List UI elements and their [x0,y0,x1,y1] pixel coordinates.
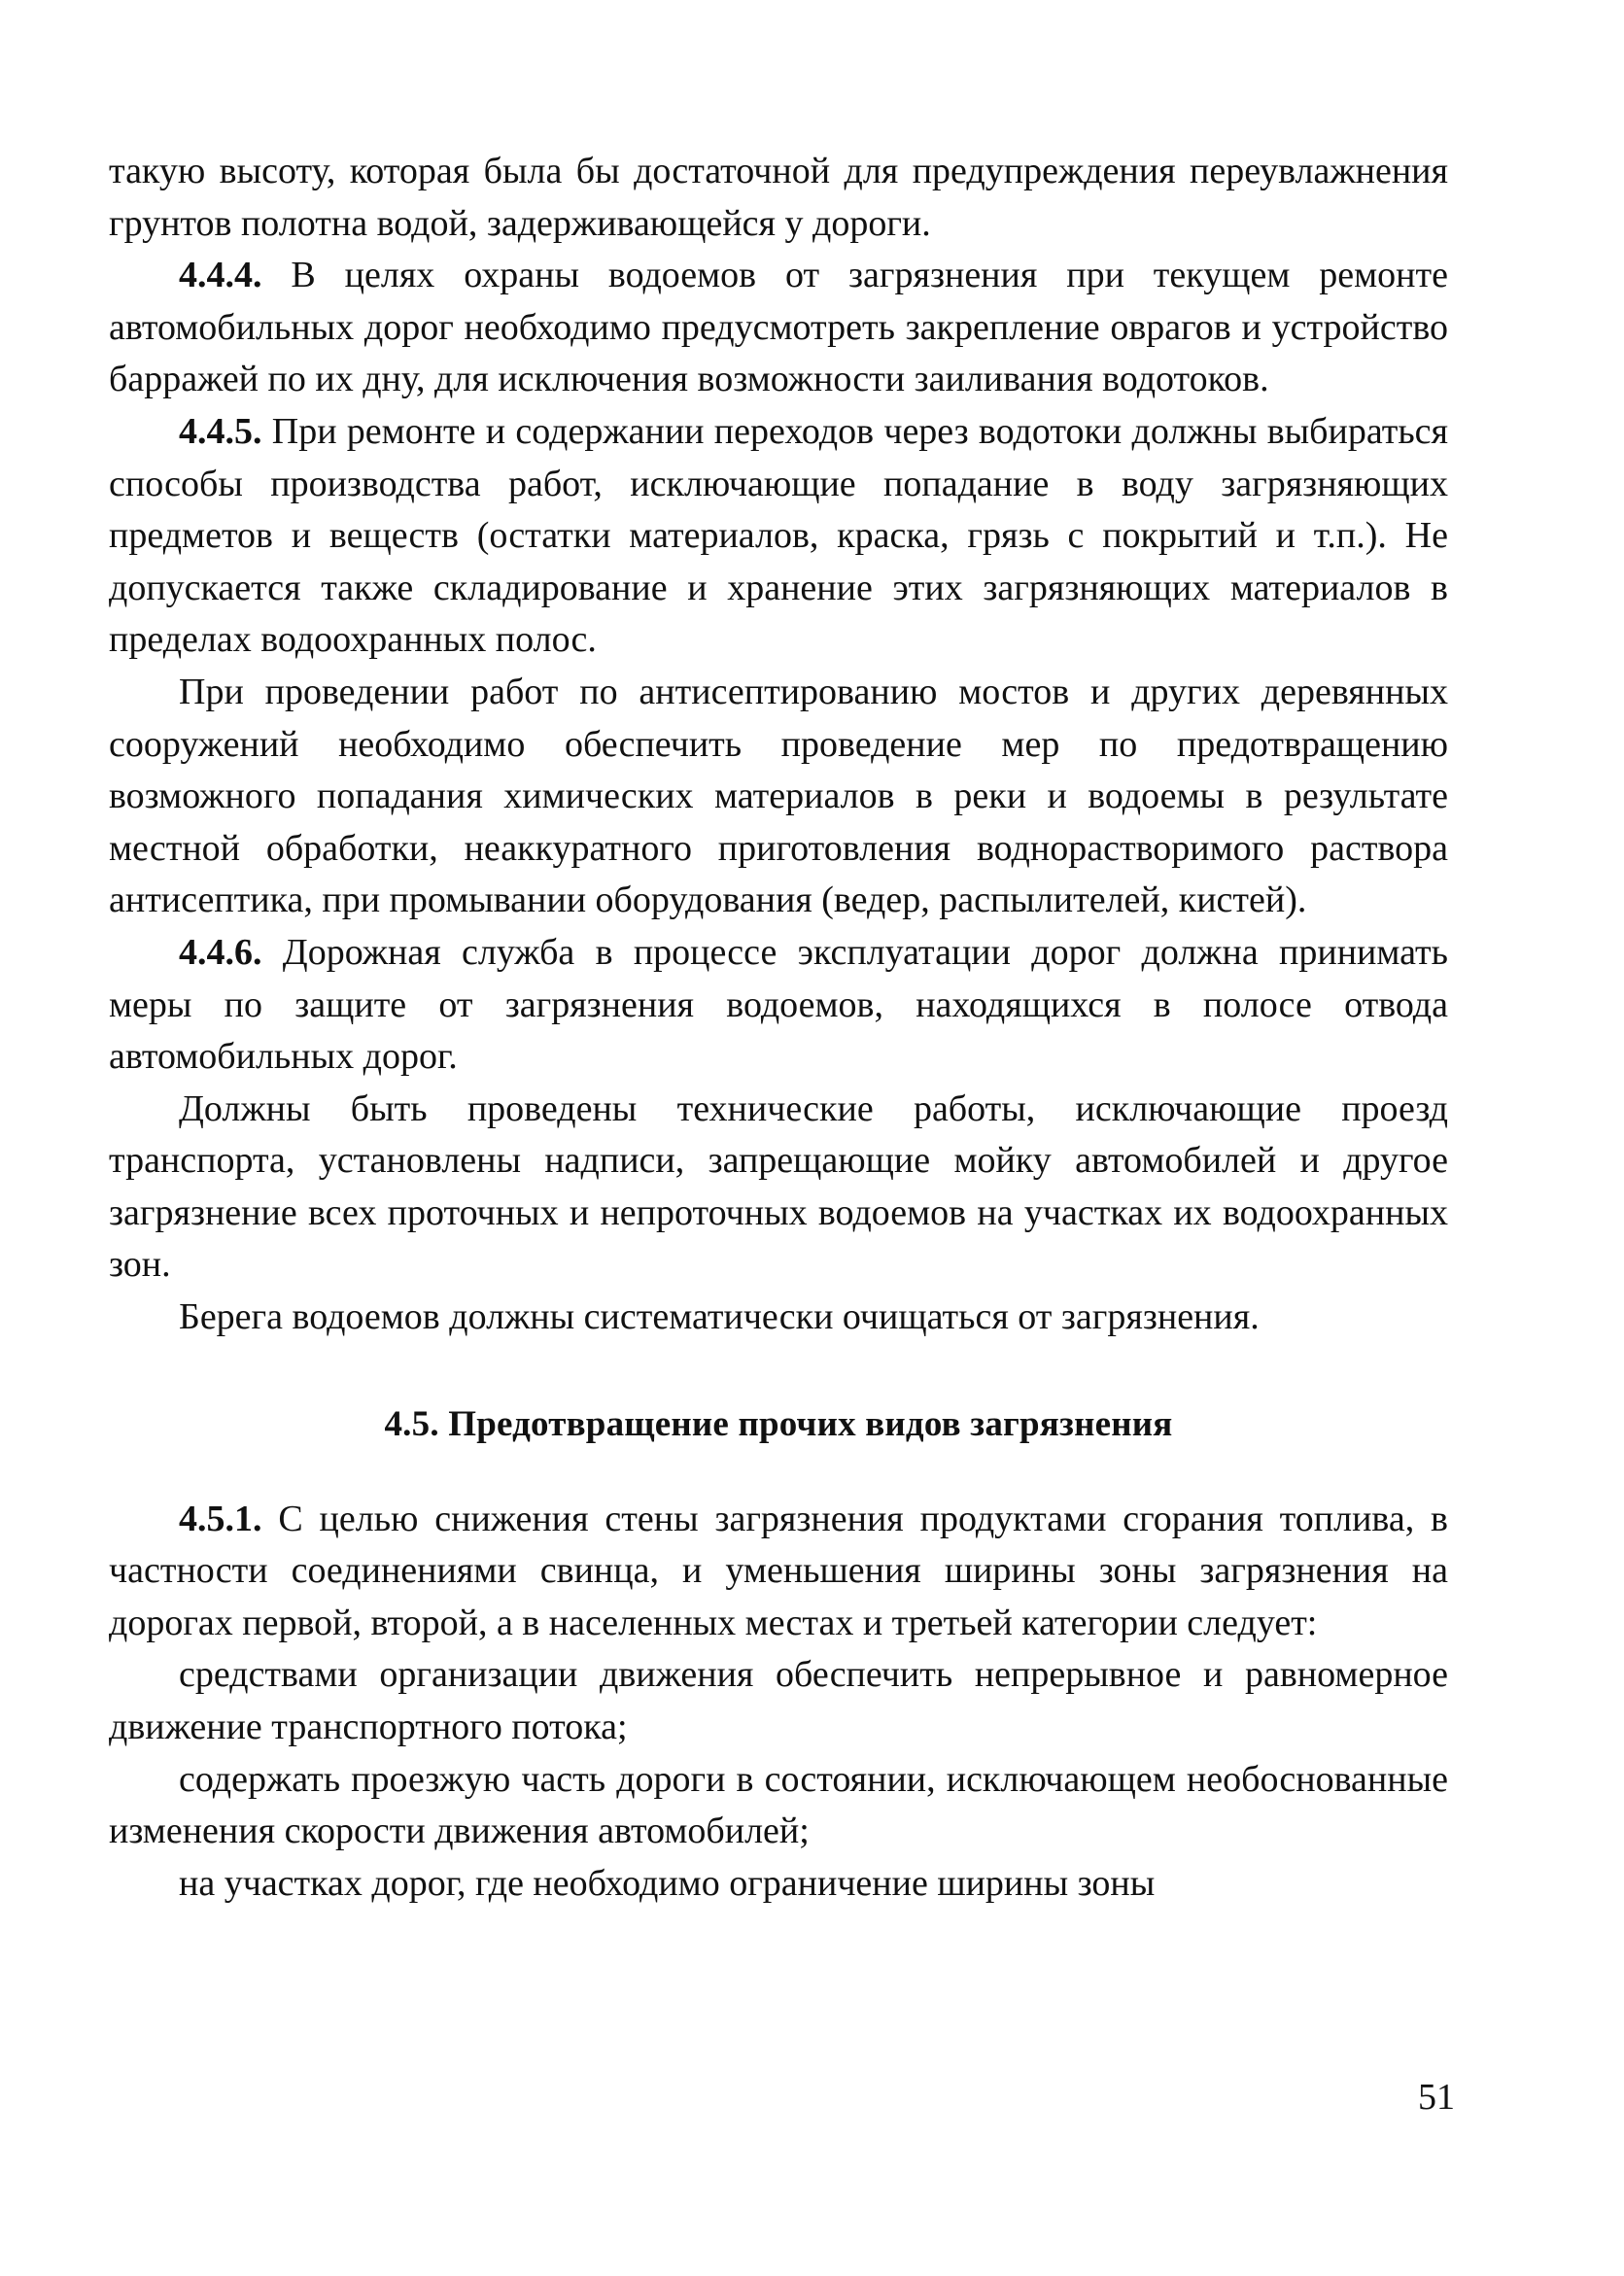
clause-number: 4.4.4. [179,255,262,296]
paragraph-4-4-5 [109,406,1448,667]
list-item-zone-width-limit [109,1858,1448,1911]
paragraph-text: При проведении работ по антисептированию мостов и других деревянных сооружений необходимо обеспечить проведение мер по предотвращению возможного попадания химических материалов в реки и водоемы в результате местной обработки, неаккуратного приготовления воднорастворимого раствора антисептика, при промывании оборудования (ведер, распылителей, кистей). [109,671,1448,921]
paragraph-text: такую высоту, которая была бы достаточной для предупреждения переувлажнения грунтов полотна водой, задерживающейся у дороги. [109,151,1448,244]
paragraph-text: При ремонте и содержании переходов через водотоки должны выбираться способы производства работ, исключающие попадание в воду загрязняющих предметов и веществ (остатки материалов, краска, грязь с покрытий и т.п.). Не допускается также складирование и хранение этих загрязняющих материалов в пределах водоохранных полос. [109,410,1448,661]
paragraph-continuation [109,146,1448,250]
section-heading: 4.5. Предотвращение прочих видов загрязнения [384,1403,1173,1444]
paragraph-text: средствами организации движения обеспечить непрерывное и равномерное движение транспортного потока; [109,1654,1448,1748]
paragraph-banks-cleaning [109,1292,1448,1344]
paragraph-text: на участках дорог, где необходимо ограничение ширины зоны [179,1862,1156,1904]
paragraph-text: С целью снижения стены загрязнения продуктами сгорания топлива, в частности соединениями свинца, и уменьшения ширины зоны загрязнения на дорогах первой, второй, а в населенных местах и третьей категории следует: [109,1498,1448,1643]
paragraph-text: Дорожная служба в процессе эксплуатации дорог должна принимать меры по защите от загрязнения водоемов, находящихся в полосе отвода автомобильных дорог. [109,931,1448,1078]
paragraph-text: Берега водоемов должны систематически очищаться от загрязнения. [179,1296,1260,1338]
clause-number: 4.4.5. [179,410,262,452]
list-item-roadway-condition [109,1754,1448,1858]
list-item-traffic-organization [109,1649,1448,1753]
paragraph-4-4-6 [109,927,1448,1084]
paragraph-text: В целях охраны водоемов от загрязнения при текущем ремонте автомобильных дорог необходимо предусмотреть закрепление оврагов и устройство барражей по их дну, для исключения возможности заиливания водотоков. [109,255,1448,400]
paragraphs-after-heading [109,1494,1448,1911]
page-number: 51 [1418,2077,1455,2118]
paragraph-4-5-1 [109,1494,1448,1650]
clause-number: 4.5.1. [179,1498,262,1539]
paragraph-antiseptic-works [109,667,1448,927]
clause-number: 4.4.6. [179,931,262,973]
paragraph-text: Должны быть проведены технические работы, исключающие проезд транспорта, установлены надписи, запрещающие мойку автомобилей и другое загрязнение всех проточных и непроточных водоемов на участках их водоохранных зон. [109,1087,1448,1286]
paragraph-4-4-4 [109,250,1448,406]
paragraphs-before-heading [109,146,1448,1344]
paragraph-technical-works [109,1084,1448,1292]
page-content [109,146,1448,1910]
paragraph-text: содержать проезжую часть дороги в состоянии, исключающем необоснованные изменения скорости движения автомобилей; [109,1758,1448,1852]
